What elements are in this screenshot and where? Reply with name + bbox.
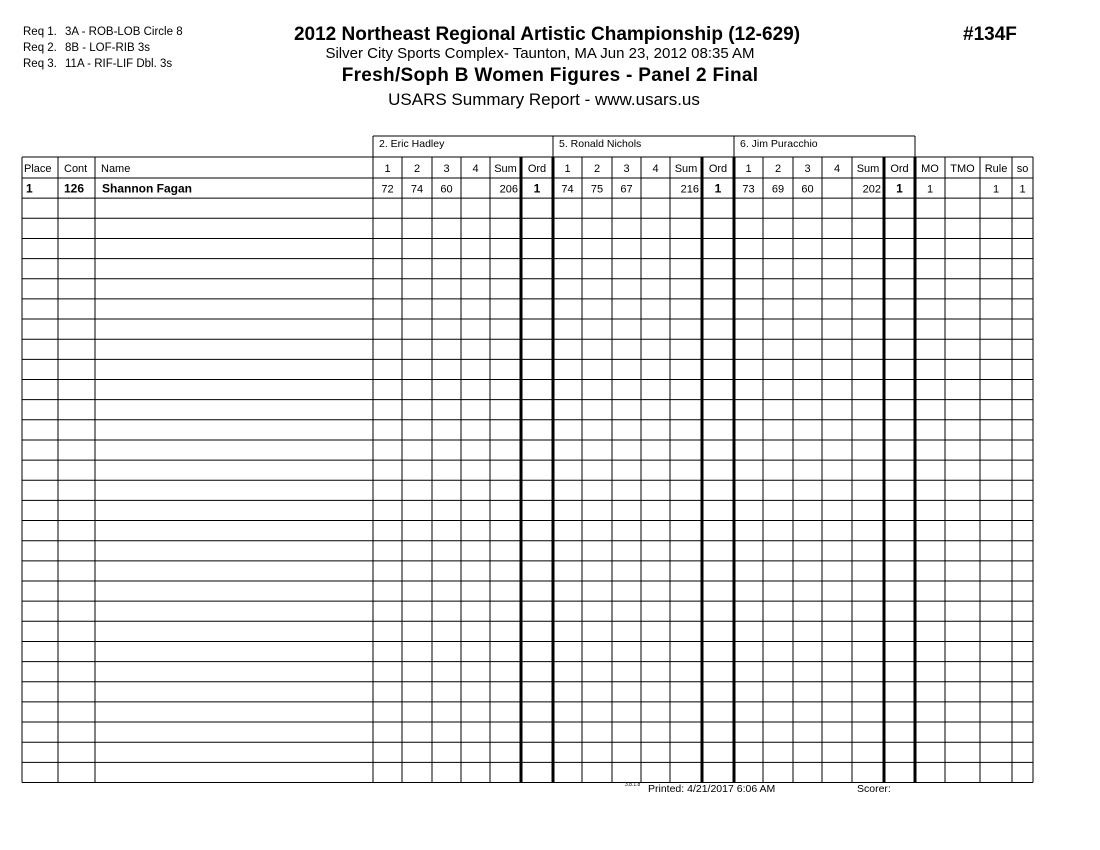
col-header-judge-score: 1 <box>384 163 391 175</box>
col-header-judge-score: 2 <box>593 163 601 175</box>
report-title: USARS Summary Report - www.usars.us <box>388 90 700 109</box>
sum-cell: 216 <box>680 183 699 196</box>
event-number: #134F <box>963 24 1017 45</box>
col-header-tmo: TMO <box>950 163 975 175</box>
score-cell: 75 <box>590 183 604 196</box>
sum-cell: 202 <box>862 183 881 196</box>
ordinal-cell: 1 <box>533 181 541 196</box>
col-header-judge-score: Ord <box>890 163 909 175</box>
col-header-judge-score: Sum <box>856 163 880 175</box>
col-header-judge-score: Ord <box>527 163 547 175</box>
col-header-place: Place <box>24 163 52 175</box>
score-cell: 74 <box>410 183 424 196</box>
scorer-label: Scorer: <box>857 783 891 795</box>
col-header-judge-score: 4 <box>472 163 479 175</box>
col-header-judge-score: Sum <box>494 163 517 175</box>
col-header-judge-score: 3 <box>443 163 450 175</box>
cont-cell: 126 <box>64 181 85 196</box>
score-cell: 60 <box>801 183 814 196</box>
table-text <box>24 138 1028 196</box>
col-header-name: Name <box>101 163 131 175</box>
score-cell: 74 <box>561 183 574 196</box>
tail-cell: 1 <box>992 183 1000 196</box>
judge-name: 5. Ronald Nichols <box>559 138 642 150</box>
col-header-judge-score: 1 <box>745 163 752 175</box>
requirement-number: Req 2. <box>23 42 57 54</box>
col-header-rule: Rule <box>984 163 1008 175</box>
score-cell: 73 <box>742 183 755 196</box>
col-header-judge-score: 3 <box>804 163 811 175</box>
printed-timestamp: Printed: 4/21/2017 6:06 AM <box>648 783 776 795</box>
col-header-judge-score: 3 <box>623 163 630 175</box>
requirement-text: 8B - LOF-RIB 3s <box>65 42 150 54</box>
score-cell: 60 <box>440 183 453 196</box>
col-header-judge-score: 4 <box>833 163 841 175</box>
score-cell: 72 <box>381 183 394 196</box>
software-version: 3.8.1.8 <box>625 782 641 788</box>
col-header-judge-score: Ord <box>708 163 728 175</box>
judge-name: 2. Eric Hadley <box>379 138 445 150</box>
requirement-number: Req 3. <box>23 58 57 70</box>
col-header-judge-score: 2 <box>413 163 421 175</box>
col-header-so: so <box>1016 163 1029 175</box>
sum-cell: 206 <box>499 183 518 196</box>
judge-name: 6. Jim Puracchio <box>740 138 818 150</box>
place-cell: 1 <box>26 181 33 196</box>
championship-title: 2012 Northeast Regional Artistic Championship (12-629) <box>293 24 801 45</box>
ordinal-cell: 1 <box>896 181 903 196</box>
requirement-text: 3A - ROB-LOB Circle 8 <box>65 26 183 38</box>
score-cell: 67 <box>620 183 633 196</box>
col-header-judge-score: 2 <box>774 163 782 175</box>
col-header-judge-score: Sum <box>674 163 698 175</box>
requirement-number: Req 1. <box>23 26 57 38</box>
table-grid-lines <box>22 136 1033 783</box>
score-cell: 69 <box>771 183 785 196</box>
event-title: Fresh/Soph B Women Figures - Panel 2 Final <box>341 65 759 86</box>
requirement-text: 11A - RIF-LIF Dbl. 3s <box>65 58 173 70</box>
ordinal-cell: 1 <box>714 181 722 196</box>
col-header-judge-score: 4 <box>652 163 659 175</box>
skater-name: Shannon Fagan <box>102 181 192 196</box>
col-header-cont: Cont <box>64 163 88 175</box>
tail-cell: 1 <box>926 183 934 196</box>
tail-cell: 1 <box>1019 183 1026 196</box>
col-header-mo: MO <box>921 163 939 175</box>
venue-date: Silver City Sports Complex- Taunton, MA Jun 23, 2012 08:35 AM <box>325 45 755 62</box>
col-header-judge-score: 1 <box>564 163 571 175</box>
